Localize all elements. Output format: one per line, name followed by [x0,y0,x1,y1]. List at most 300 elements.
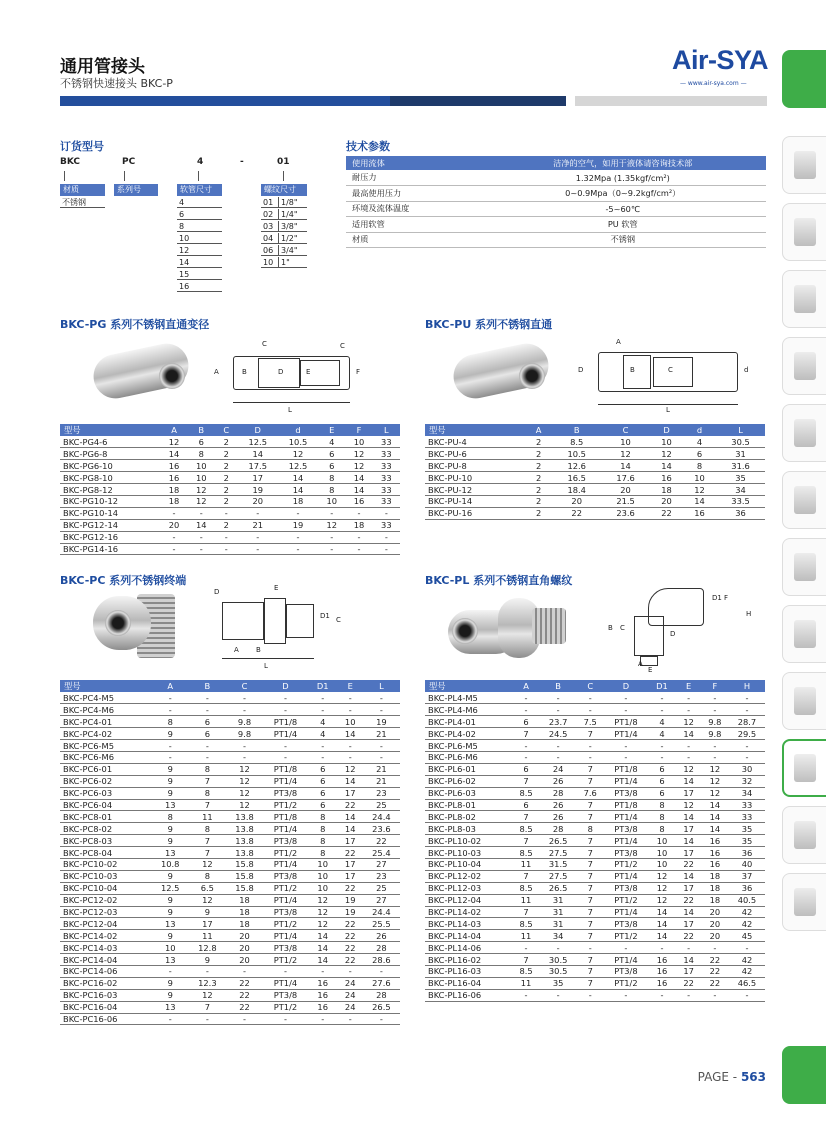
value-cell: 2 [215,472,238,484]
spec-value: PU 软管 [474,217,766,233]
value-cell: PT1/8 [604,716,647,728]
value-cell: - [576,751,604,763]
value-cell: 12 [683,484,716,496]
sidebar-bottom-tab[interactable] [782,1046,826,1104]
model-cell: BKC-PC12-04 [60,918,152,930]
value-cell: - [318,531,345,543]
value-cell: 31 [540,906,576,918]
value-cell: - [512,692,540,704]
value-cell: 16 [308,977,338,989]
model-cell: BKC-PC10-04 [60,882,152,894]
value-cell: 8 [189,823,226,835]
table-row [60,728,400,740]
table-row [425,436,765,448]
specs-table [346,156,766,248]
value-cell: 6 [189,728,226,740]
pg-product-photo [85,337,195,407]
thread-code-item: 10 [261,257,279,268]
dimension-label: B [608,624,613,632]
value-cell: 8 [189,870,226,882]
value-cell: 10 [650,436,683,448]
table-row [60,448,400,460]
value-cell: 6 [188,436,215,448]
value-cell: 18 [160,495,187,507]
model-cell: BKC-PU-12 [425,484,525,496]
table-row [60,906,400,918]
value-cell: PT1/2 [604,894,647,906]
value-cell: 14 [308,954,338,966]
model-cell: BKC-PC10-02 [60,858,152,870]
value-cell: - [373,531,400,543]
value-cell: 12 [308,906,338,918]
value-cell: 19 [238,484,278,496]
value-cell: 33 [373,460,400,472]
value-cell: 7 [576,965,604,977]
value-cell: - [512,751,540,763]
order-code-sep: - [240,157,244,167]
value-cell: 7 [576,811,604,823]
value-cell: 18 [226,918,263,930]
value-cell: 16 [160,460,187,472]
model-cell: BKC-PG6-10 [60,460,160,472]
value-cell: 20 [238,495,278,507]
value-cell: 22 [338,799,363,811]
value-cell: 19 [338,894,363,906]
dimension-label: C [668,366,673,374]
column-header: D [263,680,308,692]
table-row [425,751,765,763]
value-cell: - [540,740,576,752]
value-cell: - [189,740,226,752]
value-cell: - [160,531,187,543]
dimension-label: L [666,406,670,414]
value-cell: 9.8 [226,728,263,740]
value-cell: 4 [318,436,345,448]
value-cell: 6 [512,799,540,811]
value-cell: 12 [189,989,226,1001]
manifold-icon [794,687,816,715]
value-cell: 14 [676,811,700,823]
column-header: C [215,424,238,436]
model-cell: BKC-PG10-14 [60,507,160,519]
model-cell: BKC-PL6-01 [425,763,512,775]
value-cell: 7 [576,763,604,775]
value-cell: 13.8 [226,835,263,847]
column-header: F [701,680,729,692]
table-row [60,740,400,752]
value-cell: - [729,989,765,1001]
value-cell: - [188,543,215,555]
value-cell: - [363,692,400,704]
value-cell: 14 [650,460,683,472]
value-cell: - [278,507,318,519]
value-cell: - [701,692,729,704]
sidebar-item[interactable] [782,672,826,730]
column-header: H [729,680,765,692]
model-cell: BKC-PG4-6 [60,436,160,448]
value-cell: - [676,751,700,763]
value-cell: 12 [308,918,338,930]
order-tick [198,171,199,181]
value-cell: 12.8 [189,942,226,954]
value-cell: 42 [729,918,765,930]
model-cell: BKC-PC8-04 [60,847,152,859]
value-cell: 16 [701,858,729,870]
order-code-material: BKC [60,157,81,167]
value-cell: - [648,692,677,704]
value-cell: 21 [363,775,400,787]
model-cell: BKC-PC14-03 [60,942,152,954]
pipe-fitting-icon [794,754,816,782]
table-header-row [425,424,765,436]
tube-size-item: 6 [177,209,222,220]
header-bar-gray [575,96,767,106]
value-cell: 14 [338,775,363,787]
order-code-thread: 01 [277,157,290,167]
value-cell: PT1/4 [263,977,308,989]
sidebar-item[interactable] [782,270,826,328]
table-row [425,472,765,484]
model-cell: BKC-PC12-02 [60,894,152,906]
value-cell: 34 [729,787,765,799]
value-cell: - [648,942,677,954]
dimension-label: d [744,366,749,374]
value-cell: 6 [308,763,338,775]
value-cell: 7 [576,775,604,787]
value-cell: 33 [373,436,400,448]
value-cell: 14 [676,835,700,847]
value-cell: 7 [512,775,540,787]
value-cell: 18 [701,870,729,882]
value-cell: 22 [701,977,729,989]
value-cell: - [701,989,729,1001]
value-cell: 21.5 [601,495,650,507]
value-cell: 14 [160,448,187,460]
value-cell: 10 [338,716,363,728]
thread-size-item: 1" [279,257,307,268]
value-cell: - [308,1013,338,1025]
spec-label: 环境及流体温度 [346,201,474,217]
spec-label: 最高使用压力 [346,186,474,202]
value-cell: - [648,989,677,1001]
value-cell: - [648,740,677,752]
value-cell: 12.3 [189,977,226,989]
value-cell: 20 [701,930,729,942]
value-cell: 12 [345,460,372,472]
model-cell: BKC-PC16-02 [60,977,152,989]
value-cell: 6 [648,775,677,787]
value-cell: 33 [373,519,400,531]
value-cell: 13 [152,954,189,966]
table-header-row [60,424,400,436]
value-cell: - [676,942,700,954]
table-row [60,460,400,472]
value-cell: PT1/2 [604,930,647,942]
value-cell: 9 [152,870,189,882]
column-header: C [226,680,263,692]
dimension-label: A [638,660,643,668]
material-value: 不锈钢 [60,197,105,208]
value-cell: 17.5 [238,460,278,472]
model-cell: BKC-PL12-03 [425,882,512,894]
value-cell: 22 [552,507,601,519]
value-cell: - [188,507,215,519]
value-cell: 10 [318,495,345,507]
sidebar-item[interactable] [782,605,826,663]
value-cell: 12 [676,799,700,811]
value-cell: 8 [308,811,338,823]
tube-size-item: 4 [177,197,222,208]
value-cell: 12 [601,448,650,460]
value-cell: 12 [701,763,729,775]
value-cell: 25.4 [363,847,400,859]
fitting-icon [794,285,816,313]
value-cell: - [263,751,308,763]
value-cell: 8 [188,448,215,460]
series-label: 系列号 [114,184,158,196]
value-cell: 17 [238,472,278,484]
value-cell: 7 [576,799,604,811]
value-cell: PT1/4 [604,870,647,882]
model-cell: BKC-PU-14 [425,495,525,507]
value-cell: 28.7 [729,716,765,728]
value-cell: 17 [676,823,700,835]
value-cell: PT1/4 [604,728,647,740]
table-row [425,799,765,811]
value-cell: 8.5 [512,918,540,930]
sidebar-item[interactable] [782,739,826,797]
silencer-icon [794,821,816,849]
column-icon [794,620,816,648]
table-row [60,775,400,787]
value-cell: 24.4 [363,906,400,918]
value-cell: 14 [676,954,700,966]
dimension-label: D [214,588,220,596]
value-cell: PT3/8 [604,823,647,835]
value-cell: 12.5 [152,882,189,894]
value-cell: 23.7 [540,716,576,728]
value-cell: 7 [576,882,604,894]
value-cell: 16 [648,977,677,989]
value-cell: 22 [338,847,363,859]
value-cell: 20 [650,495,683,507]
value-cell: - [363,1013,400,1025]
value-cell: 14 [676,906,700,918]
value-cell: 4 [683,436,716,448]
tube-size-label: 软管尺寸 [177,184,222,196]
value-cell: - [152,965,189,977]
pc-table [60,680,400,1025]
value-cell: - [540,692,576,704]
value-cell: 7.6 [576,787,604,799]
value-cell: 16 [345,495,372,507]
value-cell: - [540,751,576,763]
pg-table [60,424,400,555]
table-row [60,484,400,496]
value-cell: PT3/8 [263,835,308,847]
model-cell: BKC-PC14-06 [60,965,152,977]
table-row [60,704,400,716]
value-cell: 16 [701,835,729,847]
table-row [425,763,765,775]
value-cell: - [238,543,278,555]
value-cell: 7 [512,906,540,918]
value-cell: 4 [648,716,677,728]
value-cell: 30.5 [540,965,576,977]
value-cell: PT1/4 [604,954,647,966]
value-cell: - [160,507,187,519]
brand-logo: Air-SYA [672,45,769,75]
value-cell: 8 [318,472,345,484]
value-cell: 14 [345,484,372,496]
sidebar-item[interactable] [782,806,826,864]
value-cell: 12 [318,519,345,531]
value-cell: PT1/2 [263,954,308,966]
sidebar-top-tab[interactable] [782,50,826,108]
pc-dimension-drawing [212,584,362,670]
value-cell: 10 [648,835,677,847]
model-cell: BKC-PL4-01 [425,716,512,728]
model-cell: BKC-PU-6 [425,448,525,460]
thread-size-item: 1/2" [279,233,307,244]
spec-label: 使用流体 [346,156,474,170]
value-cell: - [263,965,308,977]
sidebar-item[interactable] [782,136,826,194]
pc-product-photo [85,588,185,668]
value-cell: 4 [648,728,677,740]
value-cell: 20 [226,954,263,966]
value-cell: 22 [338,954,363,966]
value-cell: 6 [189,716,226,728]
spec-row [346,170,766,186]
value-cell: 33 [373,484,400,496]
value-cell: 17 [676,965,700,977]
sidebar-item[interactable] [782,337,826,395]
model-cell: BKC-PL14-04 [425,930,512,942]
value-cell: 35 [729,823,765,835]
value-cell: - [318,507,345,519]
value-cell: - [226,1013,263,1025]
value-cell: 25 [363,799,400,811]
value-cell: 22 [226,977,263,989]
value-cell: 9.8 [226,716,263,728]
table-row [425,989,765,1001]
value-cell: 17 [676,847,700,859]
spec-row [346,232,766,248]
value-cell: 11 [512,930,540,942]
value-cell: 2 [215,436,238,448]
column-header: L [363,680,400,692]
value-cell: - [263,740,308,752]
value-cell: - [238,507,278,519]
value-cell: 25 [363,882,400,894]
value-cell: 23.6 [363,823,400,835]
table-row [425,704,765,716]
table-row [425,507,765,519]
model-cell: BKC-PL4-M5 [425,692,512,704]
value-cell: 40.5 [729,894,765,906]
value-cell: - [345,507,372,519]
value-cell: 10.5 [552,448,601,460]
pu-heading: BKC-PU 系列不锈钢直通 [425,318,553,331]
value-cell: 8.5 [512,882,540,894]
value-cell: 42 [729,965,765,977]
specs-heading: 技术参数 [346,140,390,153]
elbow-icon [794,352,816,380]
value-cell: 10.8 [152,858,189,870]
value-cell: 18 [226,906,263,918]
value-cell: - [576,704,604,716]
value-cell: - [308,692,338,704]
value-cell: 9 [152,989,189,1001]
table-row [425,775,765,787]
value-cell: 14 [648,918,677,930]
sidebar-item[interactable] [782,404,826,462]
value-cell: 14 [701,823,729,835]
value-cell: PT3/8 [604,882,647,894]
value-cell: - [226,704,263,716]
column-header: E [338,680,363,692]
value-cell: - [676,740,700,752]
sidebar-item[interactable] [782,873,826,931]
sidebar-item[interactable] [782,203,826,261]
table-row [425,847,765,859]
value-cell: 2 [525,472,552,484]
value-cell: 7 [189,1001,226,1013]
value-cell: PT3/8 [263,870,308,882]
value-cell: 2 [525,448,552,460]
value-cell: 12.6 [552,460,601,472]
value-cell: 12 [226,787,263,799]
table-row [425,894,765,906]
value-cell: 14 [683,495,716,507]
value-cell: 26 [540,775,576,787]
value-cell: 14 [648,906,677,918]
value-cell: PT1/4 [604,775,647,787]
model-cell: BKC-PC6-M5 [60,740,152,752]
value-cell: 12 [338,763,363,775]
value-cell: - [729,942,765,954]
table-row [60,823,400,835]
model-cell: BKC-PC12-03 [60,906,152,918]
value-cell: 27.5 [540,870,576,882]
table-row [60,472,400,484]
thread-code-item: 03 [261,221,279,232]
value-cell: PT3/8 [263,989,308,1001]
value-cell: 8 [576,823,604,835]
value-cell: 18 [226,894,263,906]
value-cell: 36 [729,847,765,859]
table-row [60,835,400,847]
value-cell: - [648,751,677,763]
value-cell: - [604,692,647,704]
table-row [60,847,400,859]
table-row [60,495,400,507]
table-row [60,519,400,531]
value-cell: 9.8 [701,716,729,728]
model-cell: BKC-PC6-03 [60,787,152,799]
spec-label: 耐压力 [346,170,474,186]
value-cell: PT1/4 [263,775,308,787]
value-cell: PT1/4 [263,858,308,870]
model-cell: BKC-PL10-02 [425,835,512,847]
value-cell: 15.8 [226,858,263,870]
value-cell: 11 [189,930,226,942]
sidebar-item[interactable] [782,538,826,596]
sidebar-item[interactable] [782,471,826,529]
table-row [60,787,400,799]
spec-value: 不锈钢 [474,232,766,248]
